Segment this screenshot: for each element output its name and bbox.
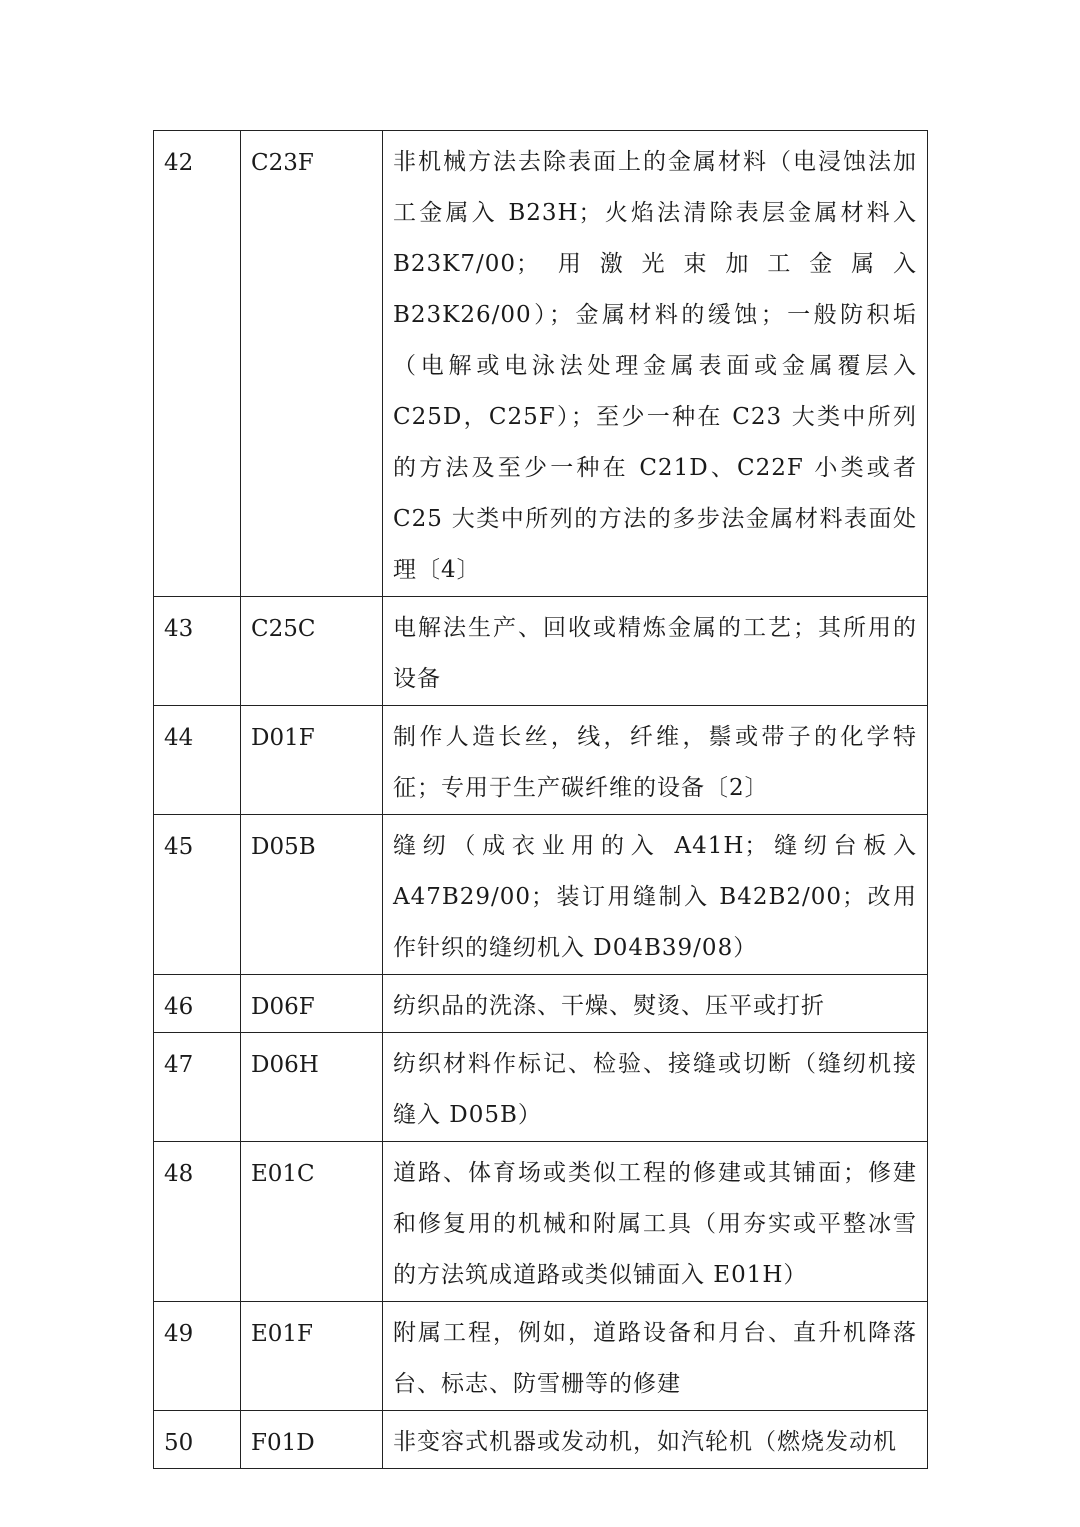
class-description: 非变容式机器或发动机，如汽轮机（燃烧发动机 [383,1411,928,1469]
class-description: 道路、体育场或类似工程的修建或其铺面；修建和修复用的机械和附属工具（用夯实或平整冰雪的方法筑成道路或类似铺面入 E01H） [383,1142,928,1302]
table-row [154,815,928,975]
table-row [154,706,928,815]
table-row [154,1411,928,1469]
ipc-code: D01F [241,706,383,815]
class-description: 电解法生产、回收或精炼金属的工艺；其所用的设备 [383,597,928,706]
ipc-code: C23F [241,131,383,597]
ipc-code: D05B [241,815,383,975]
table-row [154,1142,928,1302]
class-description: 纺织品的洗涤、干燥、熨烫、压平或打折 [383,975,928,1033]
class-description: 缝纫（成衣业用的入 A41H；缝纫台板入A47B29/00；装订用缝制入 B42B2/00；改用作针织的缝纫机入 D04B39/08） [383,815,928,975]
table-row [154,975,928,1033]
ipc-classification-table [153,130,928,1469]
row-number: 42 [154,131,241,597]
ipc-code: E01F [241,1302,383,1411]
class-description: 非机械方法去除表面上的金属材料（电浸蚀法加工金属入 B23H；火焰法清除表层金属材料入B23K7/00；用激光束加工金属入 B23K26/00）；金属材料的缓蚀；一般防积垢（电解或电泳法处理金属表面或金属覆层入 C25D，C25F）；至少一种在 C23 大类中所列的方法及至少一种在 C21D、C22F 小类或者 C25 大类中所列的方法的多步法金属材料表面处理〔4〕 [383,131,928,597]
ipc-code: E01C [241,1142,383,1302]
ipc-code: D06F [241,975,383,1033]
class-description: 附属工程，例如，道路设备和月台、直升机降落台、标志、防雪栅等的修建 [383,1302,928,1411]
ipc-code: F01D [241,1411,383,1469]
table-row [154,597,928,706]
ipc-code: C25C [241,597,383,706]
row-number: 47 [154,1033,241,1142]
row-number: 49 [154,1302,241,1411]
row-number: 50 [154,1411,241,1469]
row-number: 46 [154,975,241,1033]
table-row [154,1302,928,1411]
row-number: 44 [154,706,241,815]
table-row [154,131,928,597]
row-number: 45 [154,815,241,975]
row-number: 43 [154,597,241,706]
class-description: 制作人造长丝，线，纤维，鬃或带子的化学特征；专用于生产碳纤维的设备〔2〕 [383,706,928,815]
ipc-code: D06H [241,1033,383,1142]
table-row [154,1033,928,1142]
class-description: 纺织材料作标记、检验、接缝或切断（缝纫机接缝入 D05B） [383,1033,928,1142]
row-number: 48 [154,1142,241,1302]
